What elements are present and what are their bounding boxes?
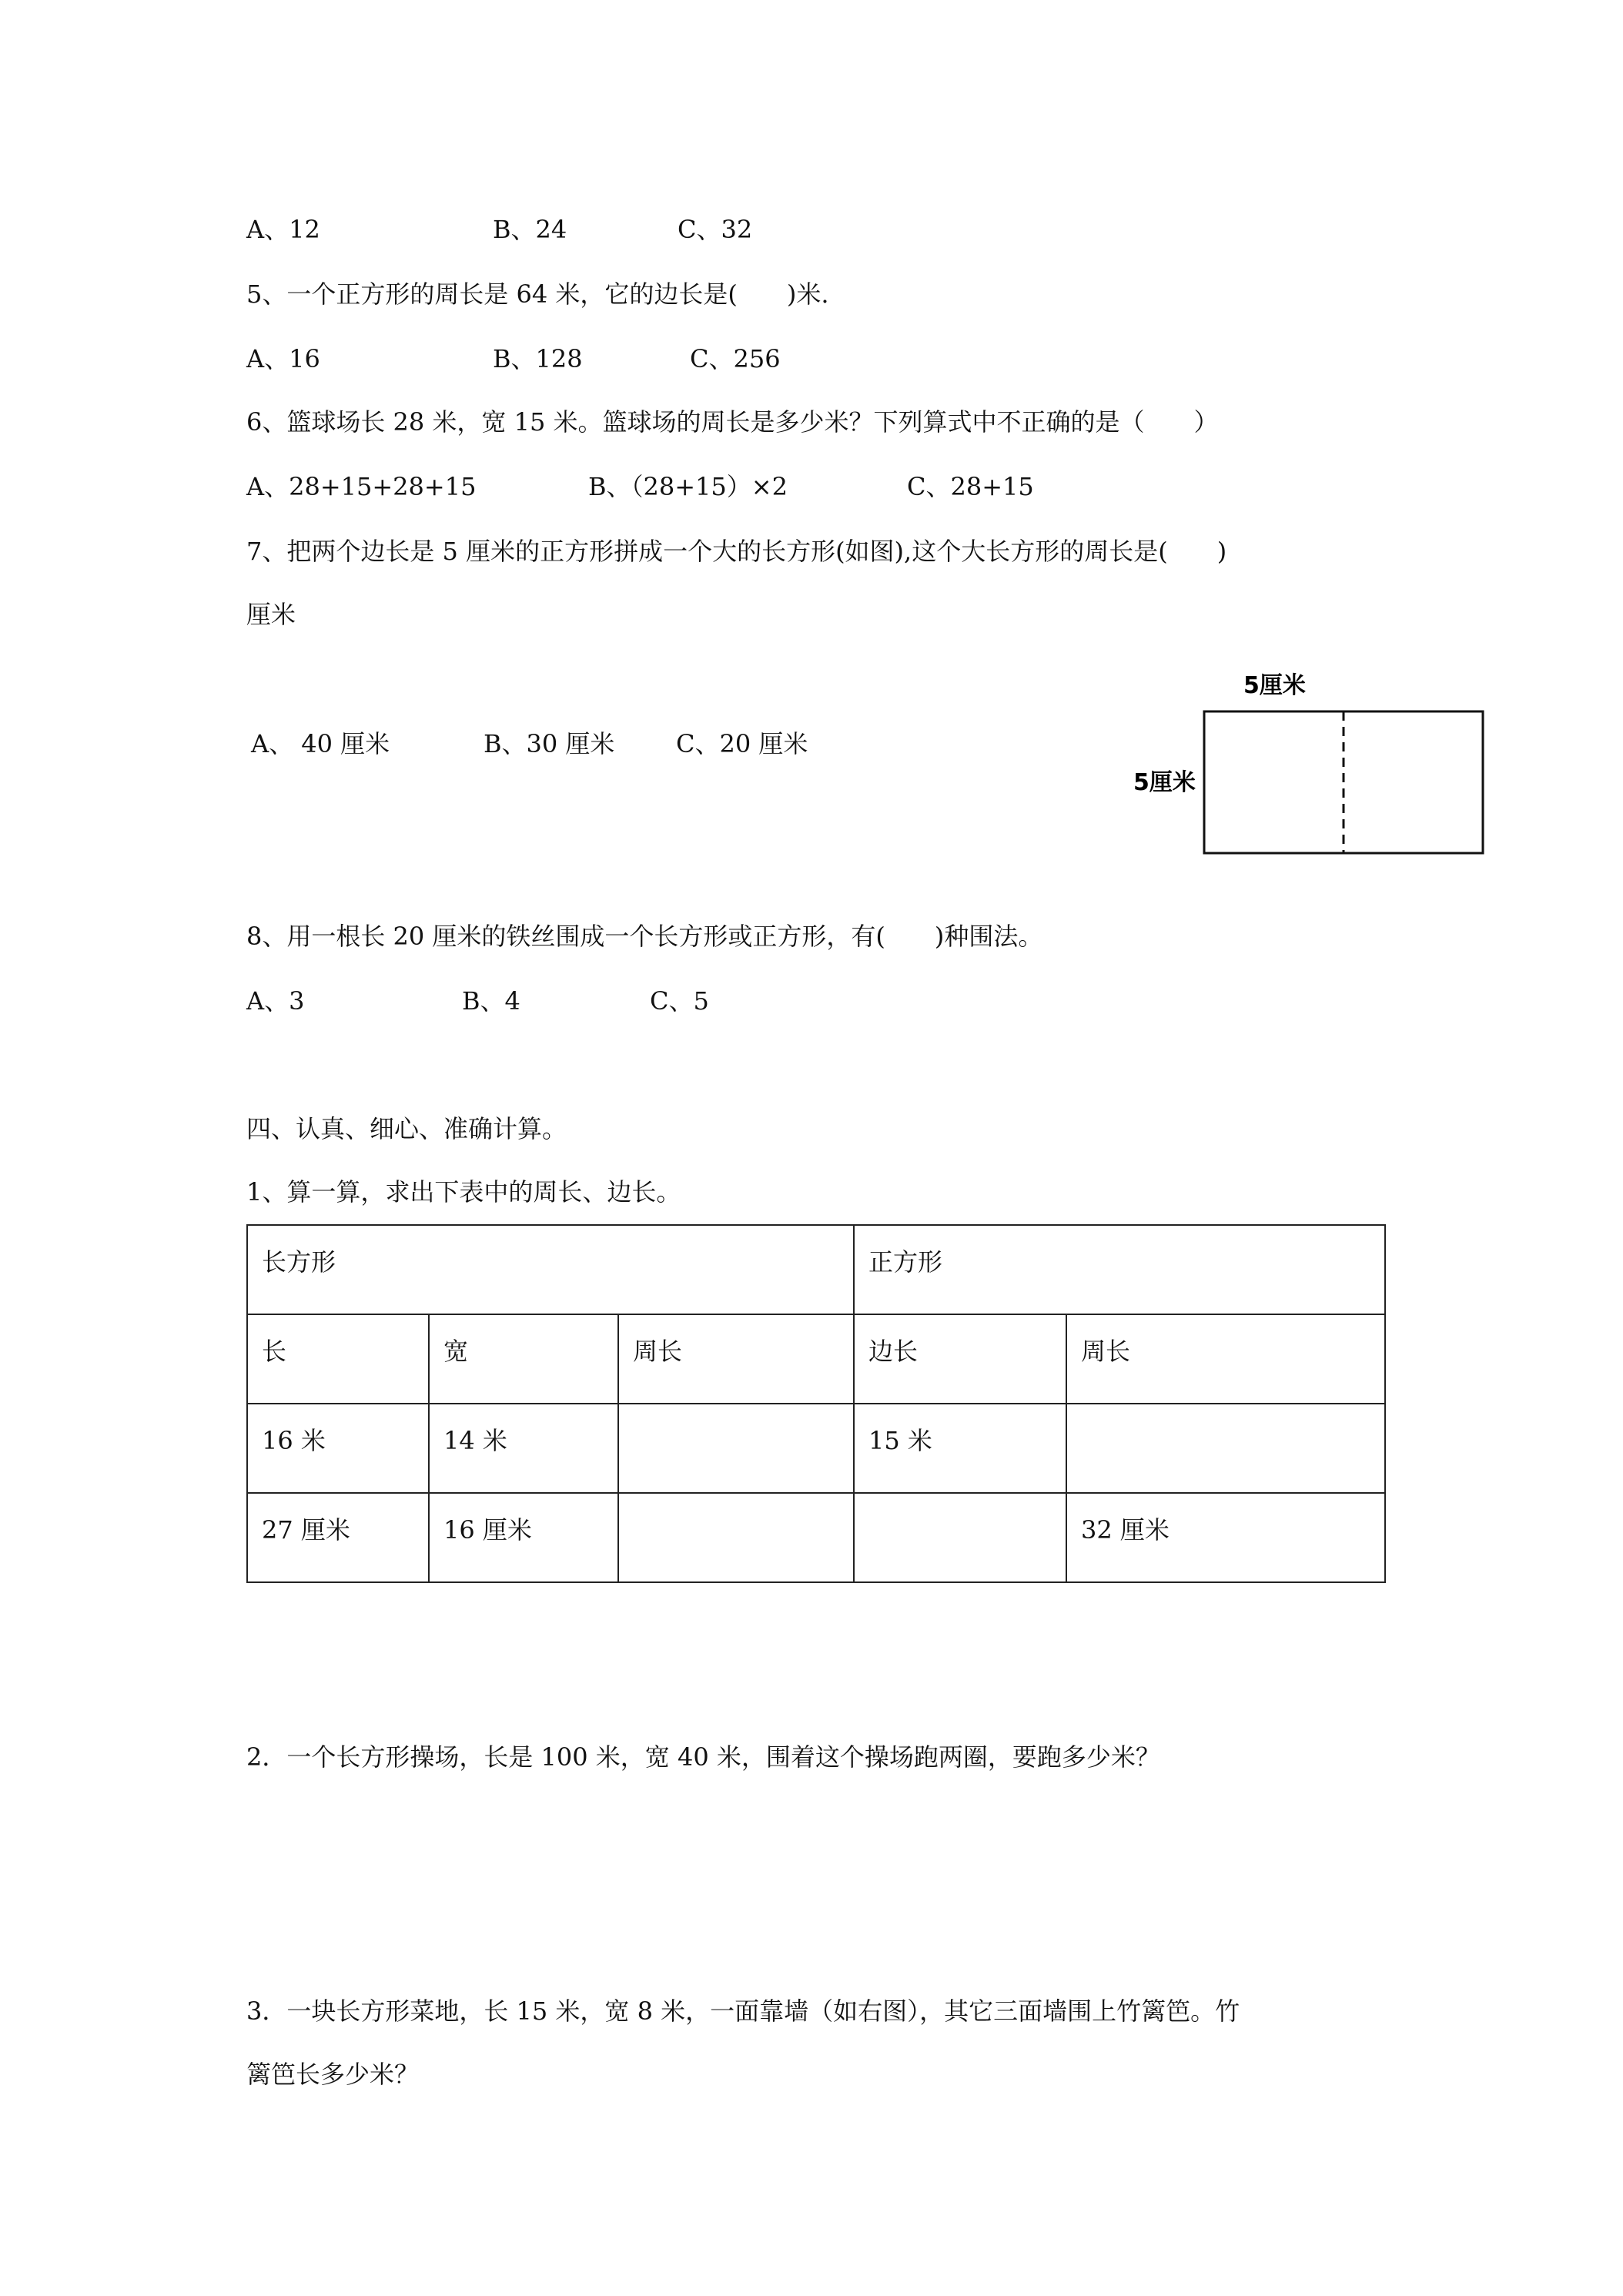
section4-q1-text: 1、算一算，求出下表中的周长、边长。 xyxy=(246,1177,681,1207)
table-row xyxy=(247,1404,1385,1493)
section4-title: 四、认真、细心、准确计算。 xyxy=(246,1114,567,1143)
table-cell[interactable] xyxy=(854,1493,1066,1582)
perimeter-table xyxy=(246,1224,1386,1583)
table-cell: 15 米 xyxy=(854,1404,1066,1493)
table-cell: 27 厘米 xyxy=(247,1493,429,1582)
q7-text-line1: 7、把两个边长是 5 厘米的正方形拼成一个大的长方形(如图),这个大长方形的周长是( ) xyxy=(246,537,1227,566)
q7-rectangle-figure xyxy=(1124,670,1494,862)
q7-diagram-left-label: 5厘米 xyxy=(1133,769,1196,796)
table-header-cell: 长 xyxy=(247,1314,429,1404)
q6-option-c: C、28+15 xyxy=(907,472,1034,501)
table-header-cell: 宽 xyxy=(429,1314,618,1404)
q7-option-c: C、20 厘米 xyxy=(676,729,808,758)
table-group-square: 正方形 xyxy=(854,1225,1385,1314)
table-group-rectangle: 长方形 xyxy=(247,1225,854,1314)
table-group-row xyxy=(247,1225,1385,1314)
q5-option-a: A、16 xyxy=(246,344,320,373)
table-header-cell: 周长 xyxy=(1066,1314,1385,1404)
q8-text: 8、用一根长 20 厘米的铁丝围成一个长方形或正方形，有( )种围法。 xyxy=(246,922,1043,951)
q7-diagram-top-label: 5厘米 xyxy=(1243,672,1306,699)
q8-option-a: A、3 xyxy=(246,986,305,1016)
q7-option-a: A、 40 厘米 xyxy=(251,729,390,758)
q4-option-a: A、12 xyxy=(246,215,320,244)
q4-option-c: C、32 xyxy=(678,215,753,244)
q6-option-a: A、28+15+28+15 xyxy=(246,472,477,501)
q7-diagram xyxy=(1124,670,1494,862)
table-header-cell: 边长 xyxy=(854,1314,1066,1404)
q5-option-c: C、256 xyxy=(690,344,781,373)
section4-q3-line1: 3．一块长方形菜地，长 15 米，宽 8 米，一面靠墙（如右图），其它三面墙围上竹篱笆。竹 xyxy=(246,1996,1240,2026)
table-row xyxy=(247,1493,1385,1582)
table-cell: 14 米 xyxy=(429,1404,618,1493)
q5-text: 5、一个正方形的周长是 64 米，它的边长是( )米. xyxy=(246,279,829,309)
table-cell[interactable] xyxy=(1066,1404,1385,1493)
table-header-row xyxy=(247,1314,1385,1404)
table-cell: 16 厘米 xyxy=(429,1493,618,1582)
q5-option-b: B、128 xyxy=(493,344,583,373)
q8-option-b: B、4 xyxy=(462,986,520,1016)
table-cell[interactable] xyxy=(618,1404,854,1493)
table-cell[interactable] xyxy=(618,1493,854,1582)
q8-option-c: C、5 xyxy=(650,986,709,1016)
table-cell: 32 厘米 xyxy=(1066,1493,1385,1582)
section4-q2-text: 2．一个长方形操场，长是 100 米，宽 40 米，围着这个操场跑两圈，要跑多少米？ xyxy=(246,1742,1160,1772)
q7-option-b: B、30 厘米 xyxy=(484,729,615,758)
q6-text: 6、篮球场长 28 米，宽 15 米。篮球场的周长是多少米？下列算式中不正确的是（ ） xyxy=(246,407,1219,437)
table-cell: 16 米 xyxy=(247,1404,429,1493)
q4-option-b: B、24 xyxy=(493,215,567,244)
q6-option-b: B、（28+15）×2 xyxy=(588,472,788,501)
table-header-cell: 周长 xyxy=(618,1314,854,1404)
section4-q3-line2: 篱笆长多少米？ xyxy=(246,2060,420,2089)
q7-text-line2: 厘米 xyxy=(246,600,296,629)
